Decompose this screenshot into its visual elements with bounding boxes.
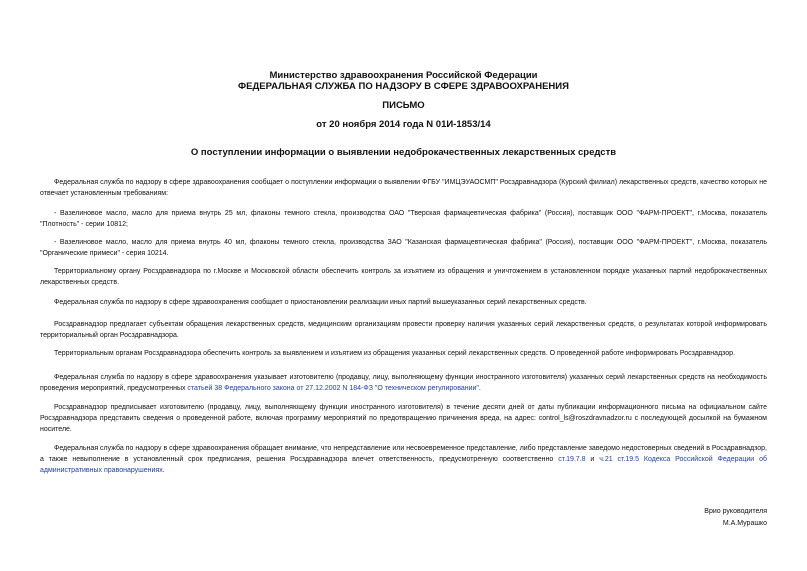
paragraph-1-text: Федеральная служба по надзору в сфере здравоохранения сообщает о поступлении информации о выявлении ФГБУ "ИМЦЭУАОСМП" Росздравнадзора (Курский филиал) лекарственных средств, качество которых не отвечает установленным требованиям:: [40, 179, 767, 197]
paragraph-5: [40, 297, 767, 308]
paragraph-5-text: Федеральная служба по надзору в сфере здравоохранения сообщает о приостановлении реализации иных партий вышеуказанных серий лекарственных средств.: [54, 299, 587, 306]
paragraph-8-text: Федеральная служба по надзору в сфере здравоохранения указывает изготовителю (продавцу, лицу, выполняющему функции иностранного изготовителя) указанных серий лекарственных средств на необходимость проведения мероприятий, предусмотренных: [40, 374, 767, 392]
article-19-7-8-link[interactable]: ст.19.7.8: [558, 456, 586, 463]
paragraph-2: [40, 208, 767, 230]
paragraph-7-text: Территориальным органам Росздравнадзора обеспечить контроль за выявлением и изъятием из обращения указанных серий лекарственных средств. О проведенной работе информировать Росздравнадзор.: [54, 350, 736, 357]
doc-type-heading: ПИСЬМО: [382, 100, 425, 111]
document-title: О поступлении информации о выявлении недоброкачественных лекарственных средств: [190, 147, 617, 158]
paragraph-1: [40, 177, 767, 199]
paragraph-10-end: .: [162, 467, 165, 474]
admin-code-link[interactable]: Кодекса Российской Федерации об административных правонарушениях: [40, 456, 767, 474]
paragraph-3-text: - Вазелиновое масло, масло для приема внутрь 40 мл, флаконы темного стекла, производства ЗАО "Казанская фармацевтическая фабрика" (Россия), поставщик ООО "ФАРМ-ПРОЕКТ", г.Москва, показатель "Органические примеси" - серия 10214.: [40, 239, 767, 257]
paragraph-4-text: Территориальному органу Росздравнадзора по г.Москве и Московской области обеспечить контроль за изъятием из обращения и уничтожением в установленном порядке указанных партий недоброкачественных лекарственных средств.: [40, 268, 767, 286]
service-heading: ФЕДЕРАЛЬНАЯ СЛУЖБА ПО НАДЗОРУ В СФЕРЕ ЗДРАВООХРАНЕНИЯ: [238, 81, 569, 92]
paragraph-8: [40, 372, 767, 394]
signature-position: Врио руководителя: [704, 508, 767, 515]
paragraph-9-text: Росздравнадзор предписывает изготовителю (продавцу, лицу, выполняющему функции иностранного изготовителя) в течение десяти дней от даты публикации информационного письма на официальном сайте Росздравнадзора представить сведения о проведенной работе, включая программу мероприятий по предотвращению причинения вреда, на адрес: control_ls@roszdravnadzor.ru с последующей досылкой на бумажном носителе.: [40, 404, 767, 433]
paragraph-2-text: - Вазелиновое масло, масло для приема внутрь 25 мл, флаконы темного стекла, производства ОАО "Тверская фармацевтическая фабрика" (Россия), поставщик ООО "ФАРМ-ПРОЕКТ", г.Москва, показатель "Плотность" - серии 10812;: [40, 210, 767, 228]
paragraph-3: [40, 237, 767, 259]
paragraph-8-end: .: [478, 385, 481, 392]
signature-name: М.А.Мурашко: [722, 520, 767, 527]
paragraph-10-conj: и: [585, 456, 600, 463]
law-184-fz-link[interactable]: статьей 38 Федерального закона от 27.12.2002 N 184-ФЗ "О техническом регулировании": [187, 385, 479, 392]
paragraph-6: [40, 319, 767, 341]
paragraph-10-text: Федеральная служба по надзору в сфере здравоохранения обращает внимание, что непредставление или несвоевременное представление, либо представление заведомо недостоверных сведений в Росздравнадзор, а также невыполнение в установленный срок предписания, решения Росздравнадзора влечет ответственность, предусмотренную соответственно: [40, 445, 767, 463]
paragraph-10: [40, 443, 767, 476]
paragraph-6-text: Росздравнадзор предлагает субъектам обращения лекарственных средств, медицинским организациям провести проверку наличия указанных серий лекарственных средств, о результатах которой информировать территориальный орган Росздравнадзора.: [40, 321, 767, 339]
paragraph-4: [40, 266, 767, 288]
article-19-5-link[interactable]: ч.21 ст.19.5: [599, 456, 640, 463]
paragraph-9: [40, 402, 767, 435]
paragraph-7: [40, 348, 767, 359]
date-number-heading: от 20 ноября 2014 года N 01И-1853/14: [316, 119, 491, 130]
ministry-heading: Министерство здравоохранения Российской Федерации: [269, 70, 538, 81]
